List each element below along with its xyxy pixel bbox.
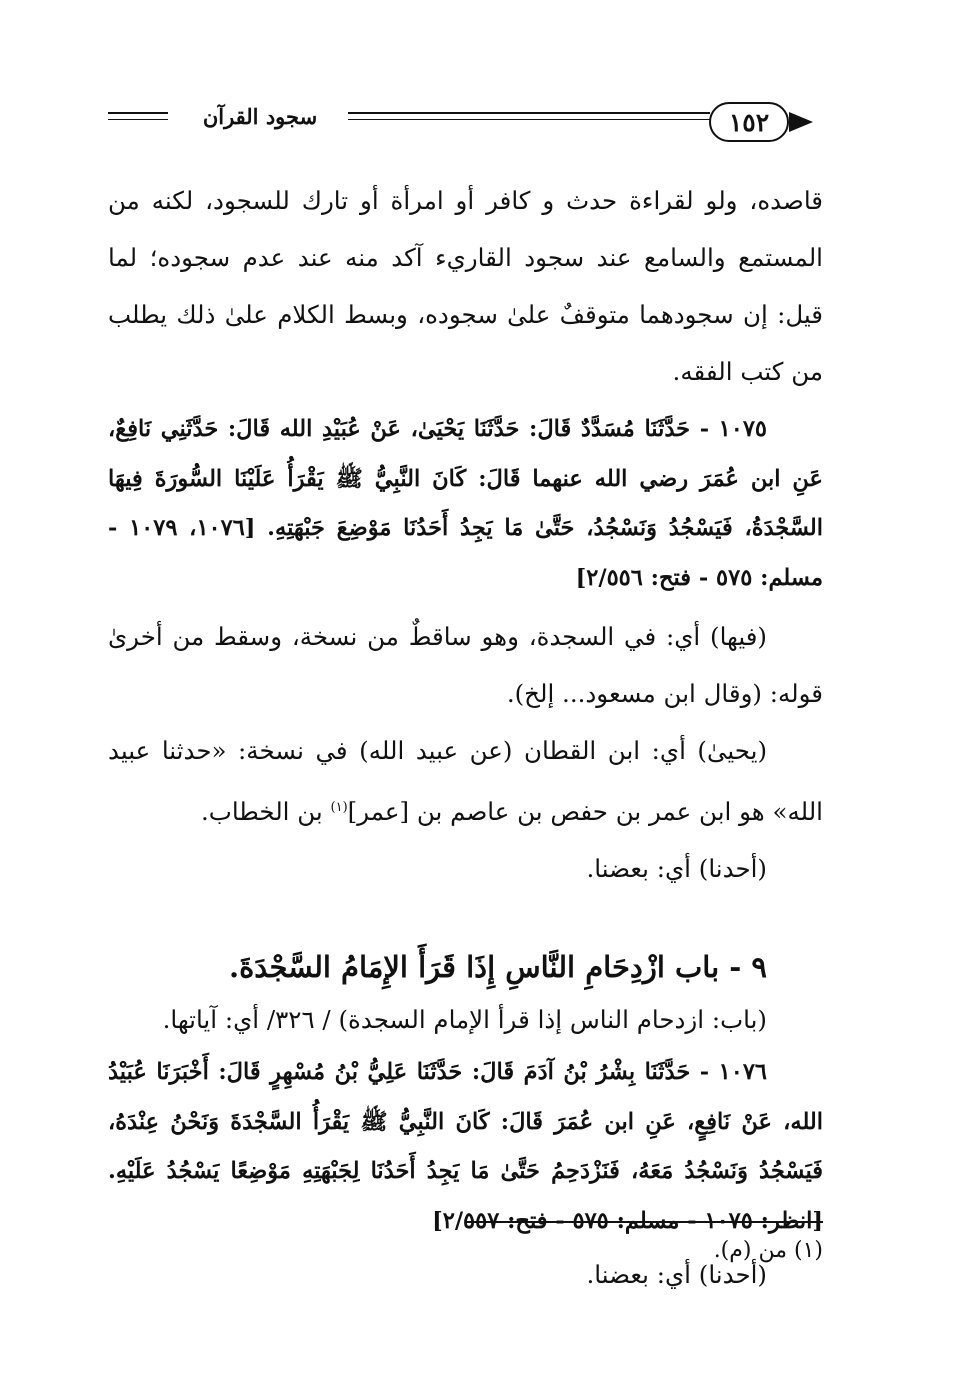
page-number: ١٥٢ [709, 102, 789, 142]
commentary-yahya-text: (يحيىٰ) أي: ابن القطان (عن عبيد الله) في نسخة: «حدثنا عبيد الله» هو ابن عمر بن حفص بن عاصم بن [عمر] [108, 736, 823, 827]
commentary-fiha: (فيها) أي: في السجدة، وهو ساقطٌ من نسخة، وسقط من أخرىٰ قوله: (وقال ابن مسعود... إلخ). [108, 622, 823, 708]
page-number-pointer [789, 112, 813, 132]
page-body [108, 172, 823, 1303]
commentary-yahya [108, 722, 823, 840]
footnote-separator [465, 1221, 823, 1223]
commentary-ahaduna-2: (أحدنا) أي: بعضنا. [586, 1260, 767, 1290]
running-title: سجود القرآن [180, 104, 340, 129]
commentary-yahya-end: بن الخطاب. [200, 797, 331, 827]
header-rule-left-top [108, 112, 168, 114]
page-header [108, 98, 823, 148]
header-rule-middle-top [348, 112, 710, 114]
commentary-ahaduna: (أحدنا) أي: بعضنا. [586, 854, 767, 884]
hadith-1076: ١٠٧٦ - حَدَّثَنَا بِشْرُ بْنُ آدَمَ قَالَ: حَدَّثَنَا عَلِيُّ بْنُ مُسْهِرٍ قَالَ: أَخْبَرَنَا عُبَيْدُ الله، عَنْ نَافِعٍ، عَنِ ابن عُمَرَ قَالَ: كَانَ النَّبِيُّ ﷺ يَقْرَأُ السَّجْدَةَ وَنَحْنُ عِنْدَهُ، فَيَسْجُدُ وَنَسْجُدُ مَعَهُ، فَنَزْدَحِمُ حَتَّىٰ مَا يَجِدُ أَحَدُنَا لِجَبْهَتِهِ مَوْضِعًا يَسْجُدُ عَلَيْهِ. [انظر: ١٠٧٥ - مسلم: ٥٧٥ - فتح: ٢/٥٥٧] [108, 1059, 823, 1234]
hadith-1075: ١٠٧٥ - حَدَّثَنَا مُسَدَّدٌ قَالَ: حَدَّثَنَا يَحْيَىٰ، عَنْ عُبَيْدِ الله قَالَ: حَدَّثَنِي نَافِعٌ، عَنِ ابن عُمَرَ رضي الله عنهما قَالَ: كَانَ النَّبِيُّ ﷺ يَقْرَأُ عَلَيْنَا السُّورَةَ فِيهَا السَّجْدَةُ، فَيَسْجُدُ وَنَسْجُدُ، حَتَّىٰ مَا يَجِدُ أَحَدُنَا مَوْضِعَ جَبْهَتِهِ. [١٠٧٦، ١٠٧٩ - مسلم: ٥٧٥ - فتح: ٢/٥٥٦] [108, 416, 824, 591]
chapter-heading: ٩ - باب ازْدِحَامِ النَّاسِ إِذَا قَرَأَ الإِمَامُ السَّجْدَةَ. [228, 950, 767, 985]
footnote: (١) من (م). [713, 1238, 823, 1263]
commentary-paragraph: قاصده، ولو لقراءة حدث و كافر أو امرأة أو تارك للسجود، لكنه من المستمع والسامع عند سجود القاريء آكد منه عند عدم سجوده؛ لما قيل: إن سجودهما متوقفٌ علىٰ سجوده، وبسط الكلام علىٰ ذلك يطلب من كتب الفقه. [108, 186, 823, 386]
header-rule-middle-bottom [348, 119, 710, 120]
commentary-bab: (باب: ازدحام الناس إذا قرأ الإمام السجدة) / ٣٢٦/ أي: آياتها. [162, 1005, 767, 1035]
header-rule-left-bottom [108, 119, 168, 120]
footnote-reference: (١) [330, 800, 348, 815]
